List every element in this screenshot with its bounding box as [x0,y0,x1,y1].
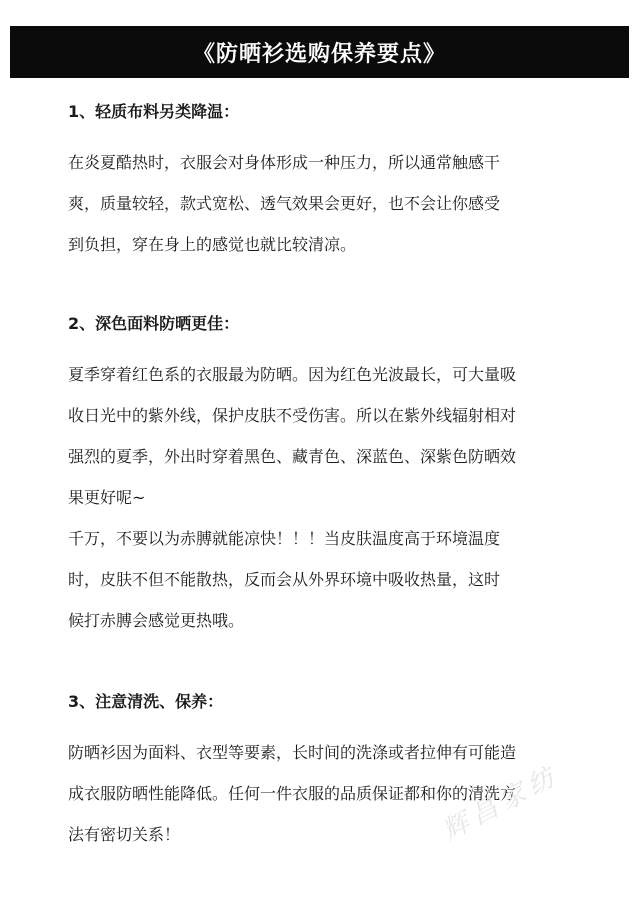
paragraph-line: 防晒衫因为面料、衣型等要素，长时间的洗涤或者拉伸有可能造 [68,743,517,762]
section-2 [68,310,588,641]
paragraph-line: 时，皮肤不但不能散热，反而会从外界环境中吸收热量，这时 [68,570,501,589]
section-heading: 1、轻质布料另类降温： [68,102,240,121]
paragraph-line: 在炎夏酷热时，衣服会对身体形成一种压力，所以通常触感干 [68,153,501,172]
paragraph-line: 爽，质量较轻，款式宽松、透气效果会更好，也不会让你感受 [68,194,501,213]
paragraph-line: 候打赤膊会感觉更热哦。 [68,611,245,630]
section-body [68,142,588,265]
paragraph-line: 成衣服防晒性能降低。任何一件衣服的品质保证都和你的清洗方 [68,784,517,803]
paragraph-line: 到负担，穿在身上的感觉也就比较清凉。 [68,235,357,254]
watermark: 辉昌家纺 [437,760,565,847]
paragraph-line: 收日光中的紫外线，保护皮肤不受伤害。所以在紫外线辐射相对 [68,406,517,425]
section-heading: 2、深色面料防晒更佳： [68,314,240,333]
section-body [68,354,588,641]
paragraph-line: 夏季穿着红色系的衣服最为防晒。因为红色光波最长，可大量吸 [68,365,517,384]
title-banner [10,26,629,78]
section-1 [68,98,588,265]
paragraph-line: 法有密切关系！ [68,825,181,844]
paragraph-line: 果更好呢~ [68,488,146,507]
section-heading: 3、注意清洗、保养： [68,692,224,711]
paragraph-line: 千万，不要以为赤膊就能凉快！！！当皮肤温度高于环境温度 [68,529,501,548]
page-title: 《防晒衫选购保养要点》 [192,41,446,67]
paragraph-line: 强烈的夏季，外出时穿着黑色、藏青色、深蓝色、深紫色防晒效 [68,447,517,466]
